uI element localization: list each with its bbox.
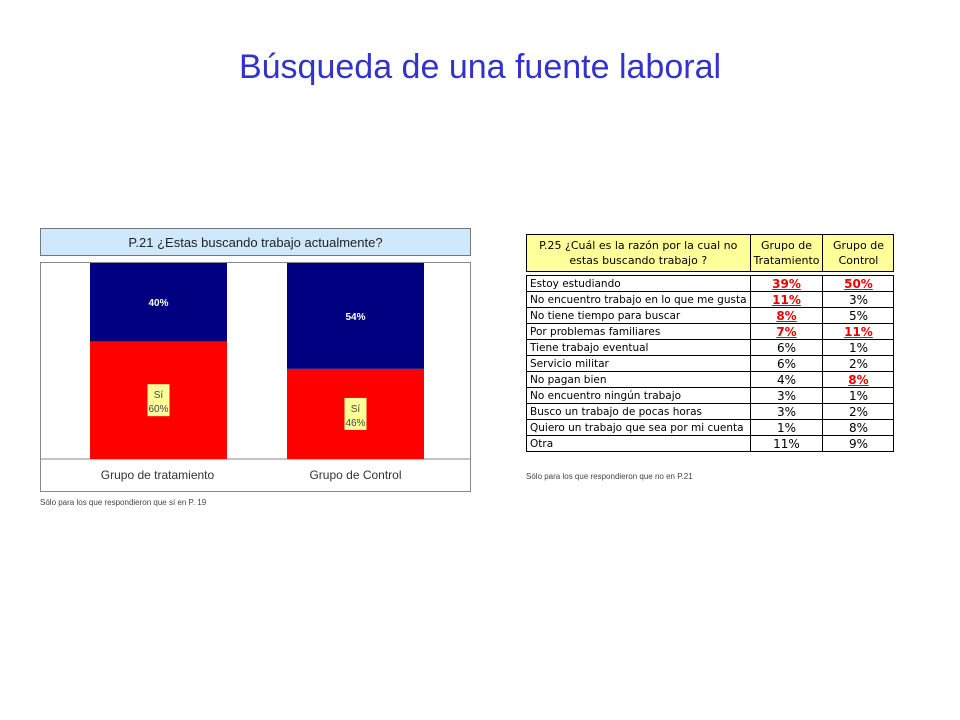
table-cell-reason: No tiene tiempo para buscar (527, 308, 751, 324)
table-row (527, 356, 894, 372)
table-cell-control: 2% (823, 356, 894, 372)
table-cell-control: 3% (823, 292, 894, 308)
table-header-row (527, 235, 894, 272)
table-cell-reason: No encuentro ningún trabajo (527, 388, 751, 404)
table-header-tratamiento: Grupo de Tratamiento (750, 235, 823, 272)
table-cell-reason: No encuentro trabajo en lo que me gusta (527, 292, 751, 308)
table-row (527, 388, 894, 404)
stacked-bar-chart (40, 262, 471, 492)
table-cell-tratamiento: 3% (750, 388, 823, 404)
table-cell-tratamiento: 6% (750, 356, 823, 372)
table-header-control: Grupo de Control (823, 235, 894, 272)
table-cell-reason: Otra (527, 436, 751, 452)
table-cell-reason: Busco un trabajo de pocas horas (527, 404, 751, 420)
table-cell-tratamiento: 11% (750, 436, 823, 452)
table-cell-control: 1% (823, 388, 894, 404)
table-cell-reason: Servicio militar (527, 356, 751, 372)
reasons-table (526, 234, 894, 452)
table-row (527, 292, 894, 308)
table-body (527, 272, 894, 452)
table-cell-reason: Quiero un trabajo que sea por mi cuenta (527, 420, 751, 436)
category-label: Grupo de Control (309, 468, 402, 482)
table-cell-reason: Por problemas familiares (527, 324, 751, 340)
data-label-si: 60% (148, 404, 169, 416)
table-cell-reason: Tiene trabajo eventual (527, 340, 751, 356)
table-cell-reason: No pagan bien (527, 372, 751, 388)
table-cell-tratamiento: 3% (750, 404, 823, 420)
table-cell-control: 50% (823, 276, 894, 292)
table-row (527, 276, 894, 292)
table-row (527, 324, 894, 340)
table-cell-control: 8% (823, 372, 894, 388)
table-header-question: P.25 ¿Cuál es la razón por la cual no estas buscando trabajo ? (527, 235, 751, 272)
table-row (527, 340, 894, 356)
data-label-si: 46% (345, 417, 366, 429)
table-cell-tratamiento: 39% (750, 276, 823, 292)
chart-svg (41, 263, 470, 491)
table-cell-tratamiento: 1% (750, 420, 823, 436)
chart-question-label: P.21 ¿Estas buscando trabajo actualmente? (40, 228, 471, 256)
table-row (527, 308, 894, 324)
table-row (527, 372, 894, 388)
table-cell-tratamiento: 4% (750, 372, 823, 388)
table-row (527, 420, 894, 436)
table-cell-control: 8% (823, 420, 894, 436)
data-label-si: Sí (350, 403, 361, 415)
data-label-no: 54% (345, 311, 366, 323)
data-label-no: 40% (148, 298, 169, 310)
table-cell-control: 11% (823, 324, 894, 340)
table-cell-tratamiento: 7% (750, 324, 823, 340)
table-cell-tratamiento: 8% (750, 308, 823, 324)
table-cell-control: 5% (823, 308, 894, 324)
data-label-si: Sí (153, 390, 164, 402)
table-cell-control: 2% (823, 404, 894, 420)
table-cell-tratamiento: 11% (750, 292, 823, 308)
right-footnote: Sólo para los que respondieron que no en P.21 (526, 472, 693, 481)
table-cell-tratamiento: 6% (750, 340, 823, 356)
table-row (527, 436, 894, 452)
page-title: Búsqueda de una fuente laboral (238, 48, 722, 86)
left-footnote: Sólo para los que respondieron que sí en P. 19 (40, 498, 207, 507)
table-cell-reason: Estoy estudiando (527, 276, 751, 292)
table-cell-control: 1% (823, 340, 894, 356)
category-label: Grupo de tratamiento (100, 468, 215, 482)
table-row (527, 404, 894, 420)
table-cell-control: 9% (823, 436, 894, 452)
